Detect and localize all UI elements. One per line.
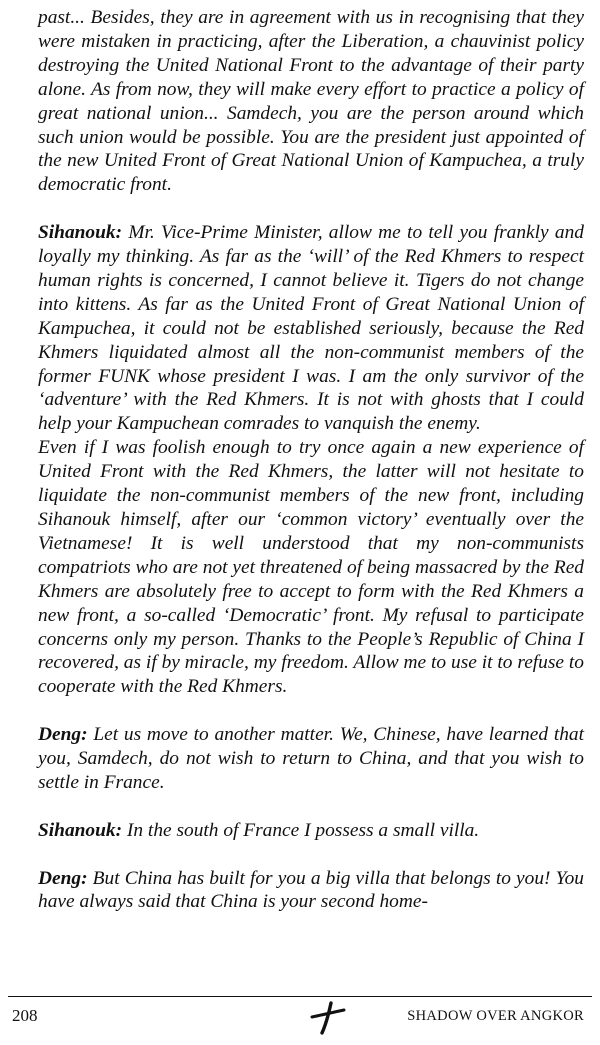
paragraph-1: past... Besides, they are in agreement with us in recognising that they were mistaken in practicing, after the Liberation, a chauvinist policy destroying the United National Front to the advantage of their party alone. As from now, they will make every effort to practice a policy of great national union... Samdech, you are the person around which such union would be possible. You are the president just appointed of the new United Front of Great National Union of Kampuchea, a truly democratic front. [38, 7, 584, 196]
cross-ornament-icon [308, 1000, 348, 1036]
paragraph-2 [38, 221, 584, 436]
speaker-label: Deng: [38, 724, 88, 746]
speaker-label: Deng: [38, 867, 88, 889]
speaker-label: Sihanouk: [38, 222, 123, 244]
speaker-label: Sihanouk: [38, 819, 123, 841]
page-number: 208 [12, 1006, 38, 1025]
paragraph-5-text: In the south of France I possess a small villa. [122, 819, 480, 841]
paragraph-4 [38, 723, 584, 795]
paragraph-2-text: Mr. Vice-Prime Minister, allow me to tell you frankly and loyally my thinking. As far as the ‘will’ of the Red Khmers to respect human rights is concerned, I cannot believe it. Tigers do not change into kittens. As far as the United Front of Great National Union of Kampuchea, it could not be established seriously, because the Red Khmers liquidated almost all the non-communist members of the former FUNK whose president I was. I am the only survivor of the ‘adventure’ with the Red Khmers. It is not with ghosts that I could help your Kampuchean comrades to vanquish the enemy. [38, 222, 584, 435]
paragraph-3: Even if I was foolish enough to try once again a new experience of United Front with the Red Khmers, the latter will not hesitate to liquidate the non-communist members of the new front, including Sihanouk himself, after our ‘common victory’ eventually over the Vietnamese! It is well understood that my non-communists compatriots who are not yet threatened of being massacred by the Red Khmers are absolutely free to accept to form with the Red Khmers a new front, a so-called ‘Democratic’ front. My refusal to participate concerns only my person. Thanks to the People’s Republic of China I recovered, as if by miracle, my freedom. Allow me to use it to refuse to cooperate with the Red Khmers. [38, 437, 584, 698]
running-title: SHADOW OVER ANGKOR [407, 1008, 584, 1024]
paragraph-6-text: But China has built for you a big villa that belongs to you! You have always said that China is your second home- [38, 867, 584, 913]
paragraph-4-text: Let us move to another matter. We, Chinese, have learned that you, Samdech, do not wish to return to China, and that you wish to settle in France. [38, 724, 584, 793]
footer-rule [8, 996, 592, 997]
page-body [38, 6, 584, 914]
paragraph-5 [38, 819, 584, 843]
paragraph-6 [38, 867, 584, 915]
